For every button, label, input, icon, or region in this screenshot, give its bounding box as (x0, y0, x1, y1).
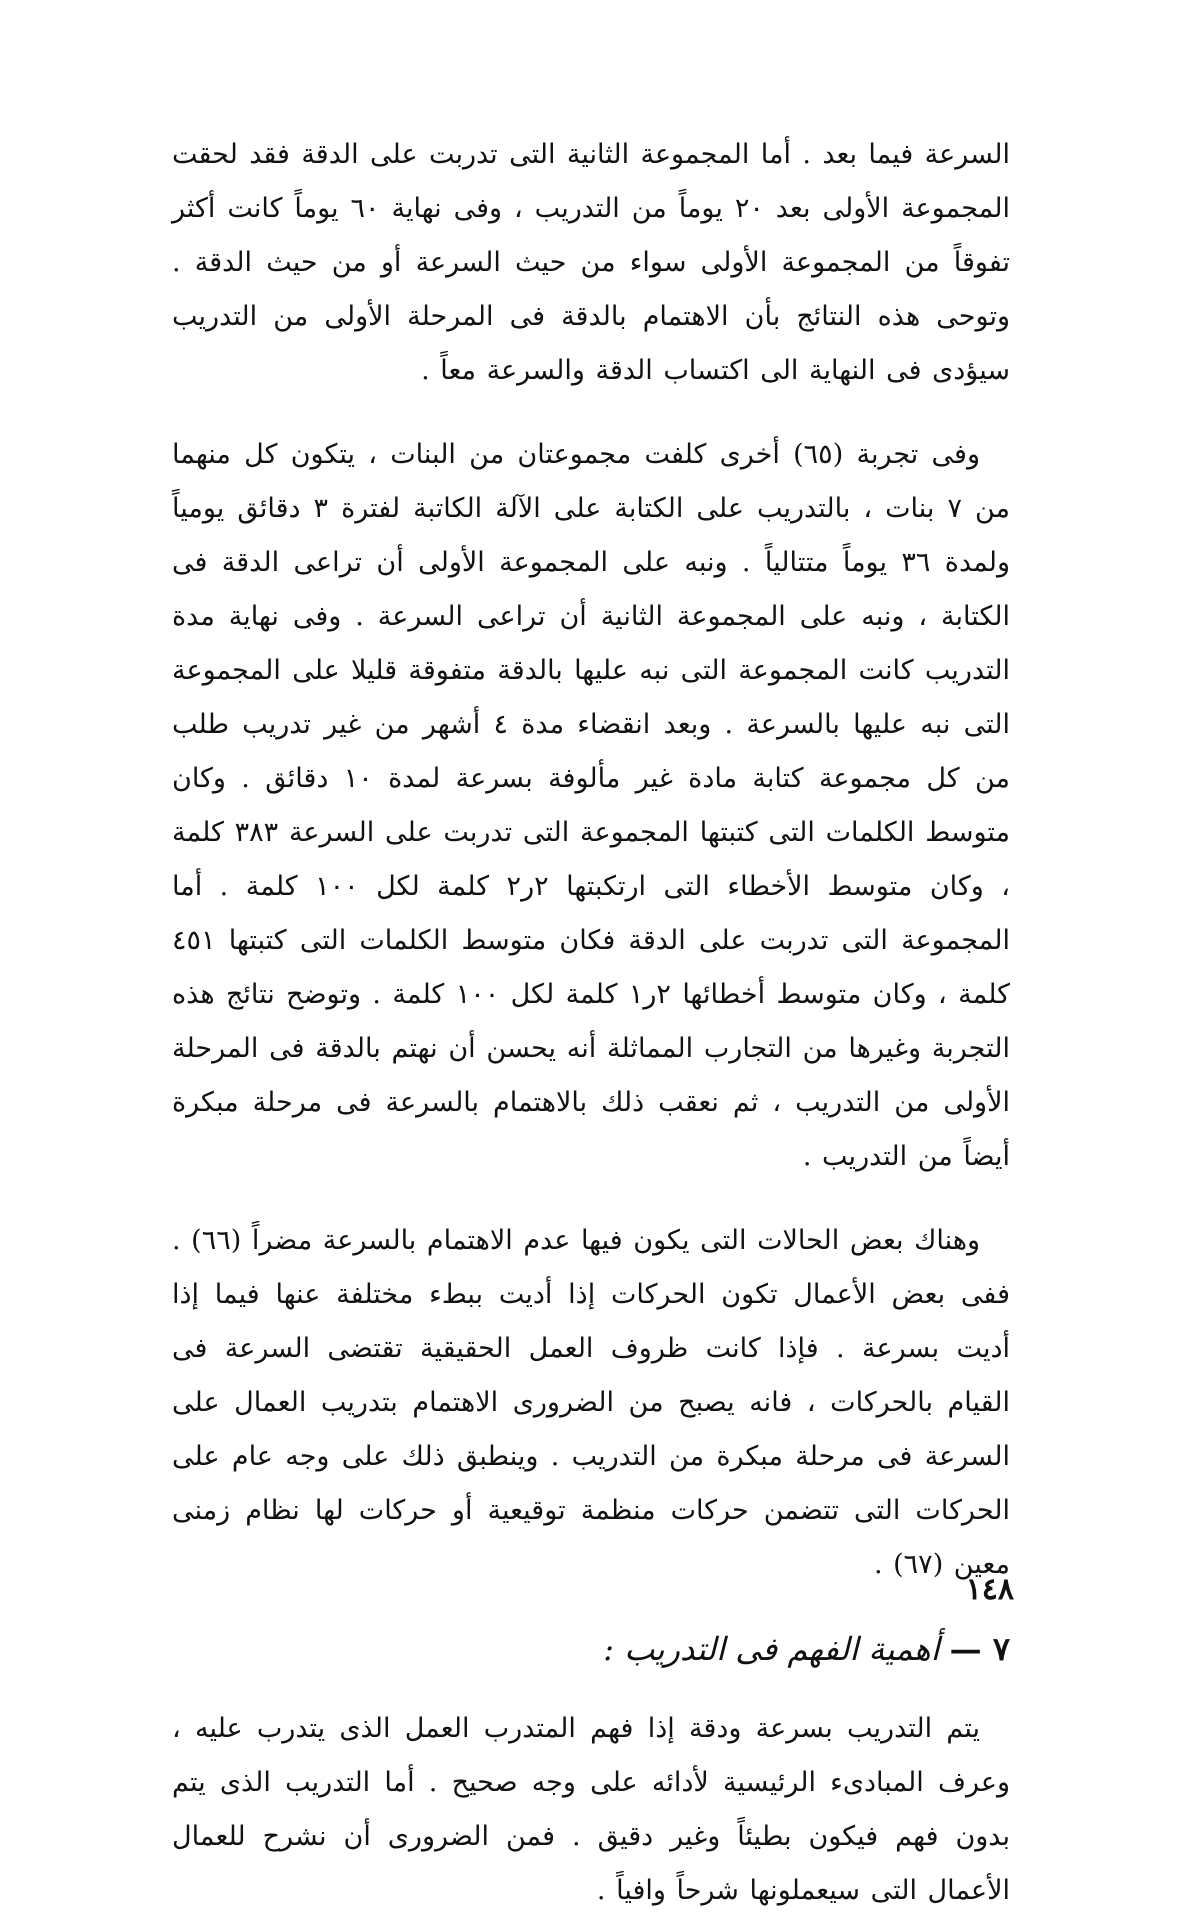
page-number: ١٤٨ (965, 1572, 1014, 1607)
paragraph-understanding: يتم التدريب بسرعة ودقة إذا فهم المتدرب العمل الذى يتدرب عليه ، وعرف المبادىء الرئيسية لأدائه على وجه صحيح . أما التدريب الذى يتم بدون فهم فيكون بطيئاً وغير دقيق . فمن الضرورى أن نشرح للعمال الأعمال التى سيعملونها شرحاً وافياً . (172, 1713, 1010, 1906)
section-title: أهمية الفهم فى التدريب : (603, 1630, 940, 1668)
section-number: ٧ — (949, 1630, 1010, 1668)
paragraph-speed-cases: وهناك بعض الحالات التى يكون فيها عدم الاهتمام بالسرعة مضراً (٦٦) . ففى بعض الأعمال تكون الحركات إذا أديت ببطء مختلفة عنها فيما إذا أديت بسرعة . فإذا كانت ظروف العمل الحقيقية تقتضى السرعة فى القيام بالحركات ، فانه يصبح من الضرورى الاهتمام بتدريب العمال على السرعة فى مرحلة مبكرة من التدريب . وينطبق ذلك على وجه عام على الحركات التى تتضمن حركات منظمة توقيعية أو حركات لها نظام زمنى معين (٦٧) . (172, 1225, 1010, 1580)
section-heading (172, 1622, 1010, 1676)
paragraph-continuation: السرعة فيما بعد . أما المجموعة الثانية التى تدربت على الدقة فقد لحقت المجموعة الأولى بعد ٢٠ يوماً من التدريب ، وفى نهاية ٦٠ يوماً كانت أكثر تفوقاً من المجموعة الأولى سواء من حيث السرعة أو من حيث الدقة . وتوحى هذه النتائج بأن الاهتمام بالدقة فى المرحلة الأولى من التدريب سيؤدى فى النهاية الى اكتساب الدقة والسرعة معاً . (172, 139, 1010, 386)
paragraph-experiment-65: وفى تجربة (٦٥) أخرى كلفت مجموعتان من البنات ، يتكون كل منهما من ٧ بنات ، بالتدريب على الكتابة على الآلة الكاتبة لفترة ٣ دقائق يومياً ولمدة ٣٦ يوماً متتالياً . ونبه على المجموعة الأولى أن تراعى الدقة فى الكتابة ، ونبه على المجموعة الثانية أن تراعى السرعة . وفى نهاية مدة التدريب كانت المجموعة التى نبه عليها بالدقة متفوقة قليلا على المجموعة التى نبه عليها بالسرعة . وبعد انقضاء مدة ٤ أشهر من غير تدريب طلب من كل مجموعة كتابة مادة غير مألوفة بسرعة لمدة ١٠ دقائق . وكان متوسط الكلمات التى كتبتها المجموعة التى تدربت على السرعة ٣٨٣ كلمة ، وكان متوسط الأخطاء التى ارتكبتها ٢ر٢ كلمة لكل ١٠٠ كلمة . أما المجموعة التى تدربت على الدقة فكان متوسط الكلمات التى كتبتها ٤٥١ كلمة ، وكان متوسط أخطائها ٢ر١ كلمة لكل ١٠٠ كلمة . وتوضح نتائج هذه التجربة وغيرها من التجارب المماثلة أنه يحسن أن نهتم بالدقة فى المرحلة الأولى من التدريب ، ثم نعقب ذلك بالاهتمام بالسرعة فى مرحلة مبكرة أيضاً من التدريب . (172, 439, 1011, 1172)
